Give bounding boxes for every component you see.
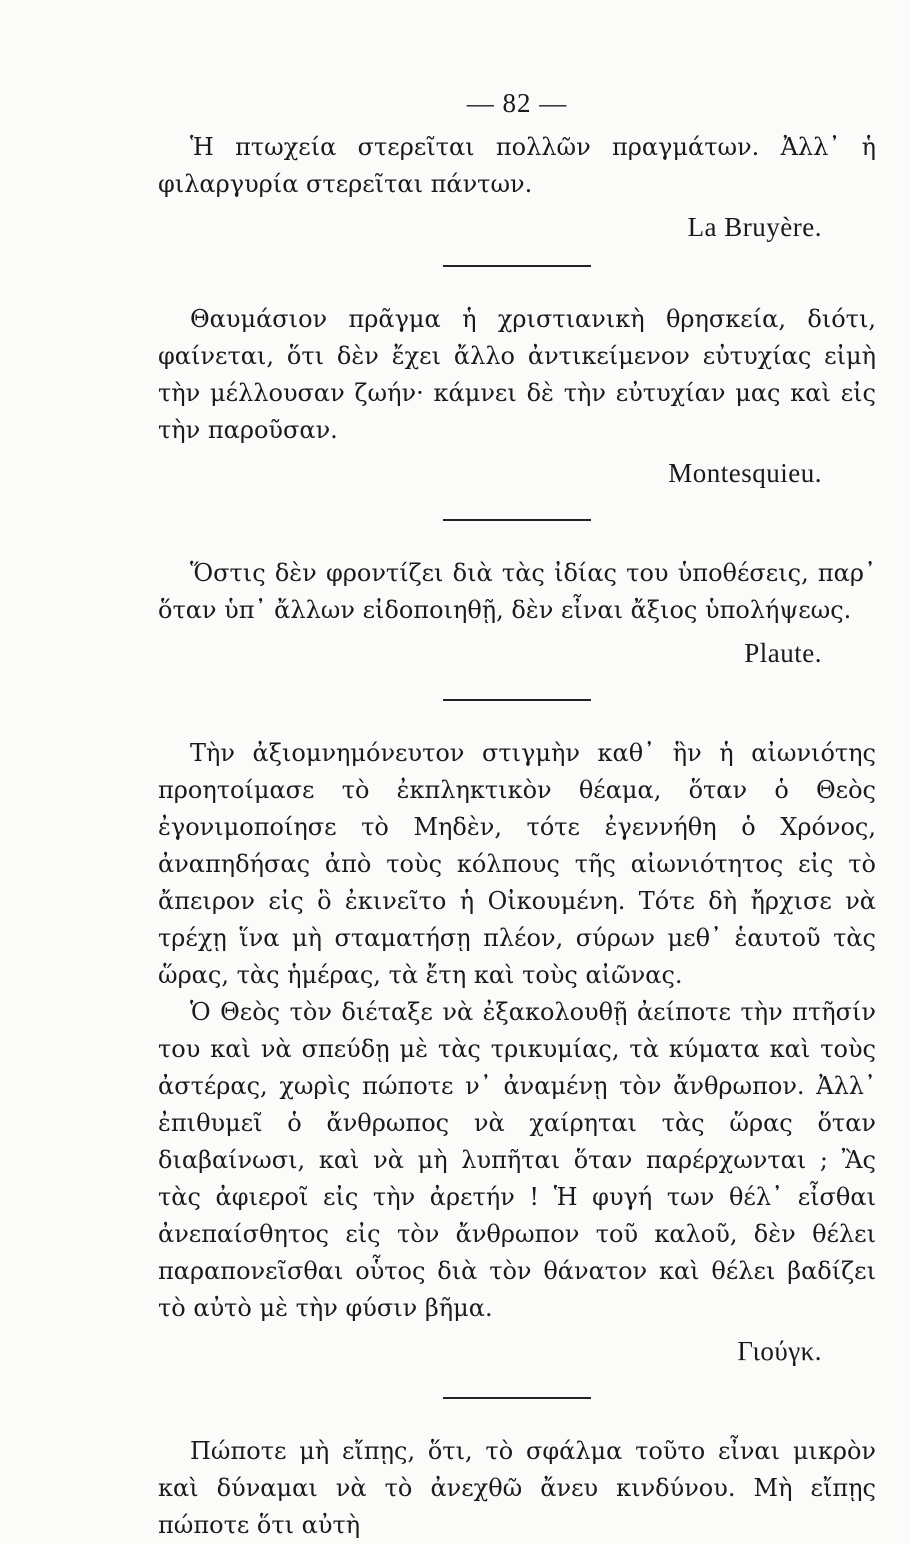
page-number: — 82 — — [466, 88, 568, 118]
separator-rule — [443, 699, 591, 701]
quote-author: La Bruyère. — [687, 212, 822, 242]
quote-author: Montesquieu. — [668, 458, 822, 488]
quote-author: Plaute. — [744, 638, 822, 668]
quote-text: Ἡ πτωχεία στερεῖται πολλῶν πραγμάτων. Ἀλλ᾽ ἡ φιλαργυρία στερεῖται πάντων. — [158, 133, 876, 198]
separator-rule — [443, 265, 591, 267]
separator-rule — [443, 1397, 591, 1399]
separator-rule — [443, 519, 591, 521]
quote-continued — [158, 1433, 876, 1544]
quote-text: Πώποτε μὴ εἴπῃς, ὅτι, τὸ σφάλμα τοῦτο εἶναι μικρὸν καὶ δύναμαι νὰ τὸ ἀνεχθῶ ἄνευ κινδύνου. Μὴ εἴπῃς πώποτε ὅτι αὐτὴ — [158, 1437, 876, 1539]
quote-montesquieu — [158, 301, 876, 493]
quote-plaute — [158, 555, 876, 673]
quote-text: Τὴν ἀξιομνημόνευτον στιγμὴν καθ᾽ ἣν ἡ αἰωνιότης προητοίμασε τὸ ἐκπληκτικὸν θέαμα, ὅταν ὁ Θεὸς ἐγονιμοποίησε τὸ Μηδὲν, τότε ἐγεννήθη ὁ Χρόνος, ἀναπηδήσας ἀπὸ τοὺς κόλπους τῆς αἰωνιότητος εἰς τὸ ἄπειρον εἰς ὃ ἐκινεῖτο ἡ Οἰκουμένη. Τότε δὴ ἤρχισε νὰ τρέχῃ ἵνα μὴ σταματήσῃ πλέον, σύρων μεθ᾽ ἑαυτοῦ τὰς ὥρας, τὰς ἡμέρας, τὰ ἔτη καὶ τοὺς αἰῶνας. — [158, 739, 876, 989]
quote-text: Ὅστις δὲν φροντίζει διὰ τὰς ἰδίας του ὑποθέσεις, παρ᾽ ὅταν ὑπ᾽ ἄλλων εἰδοποιηθῇ, δὲν εἶναι ἄξιος ὑπολήψεως. — [158, 559, 876, 624]
quote-young — [158, 735, 876, 1371]
quote-la-bruyere — [158, 129, 876, 247]
quote-author: Γιούγκ. — [737, 1336, 822, 1366]
quote-text: Ὁ Θεὸς τὸν διέταξε νὰ ἐξακολουθῇ ἀείποτε τὴν πτῆσίν του καὶ νὰ σπεύδῃ μὲ τὰς τρικυμίας, τὰ κύματα καὶ τοὺς ἀστέρας, χωρὶς πώποτε ν᾽ ἀναμένῃ τὸν ἄνθρωπον. Ἀλλ᾽ ἐπιθυμεῖ ὁ ἄνθρωπος νὰ χαίρηται τὰς ὥρας ὅταν διαβαίνωσι, καὶ νὰ μὴ λυπῆται ὅταν παρέρχωνται ; Ἂς τὰς ἀφιεροῖ εἰς τὴν ἀρετήν ! Ἡ φυγή των θέλ᾽ εἶσθαι ἀνεπαίσθητος εἰς τὸν ἄνθρωπον τοῦ καλοῦ, δὲν θέλει παραπονεῖσθαι οὗτος διὰ τὸν θάνατον καὶ θέλει βαδίζει τὸ αὐτὸ μὲ τὴν φύσιν βῆμα. — [158, 998, 876, 1322]
book-page — [158, 88, 876, 1544]
quote-text: Θαυμάσιον πρᾶγμα ἡ χριστιανικὴ θρησκεία, διότι, φαίνεται, ὅτι δὲν ἔχει ἄλλο ἀντικείμενον εὐτυχίας εἰμὴ τὴν μέλλουσαν ζωήν· κάμνει δὲ τὴν εὐτυχίαν μας καὶ εἰς τὴν παροῦσαν. — [158, 305, 876, 444]
